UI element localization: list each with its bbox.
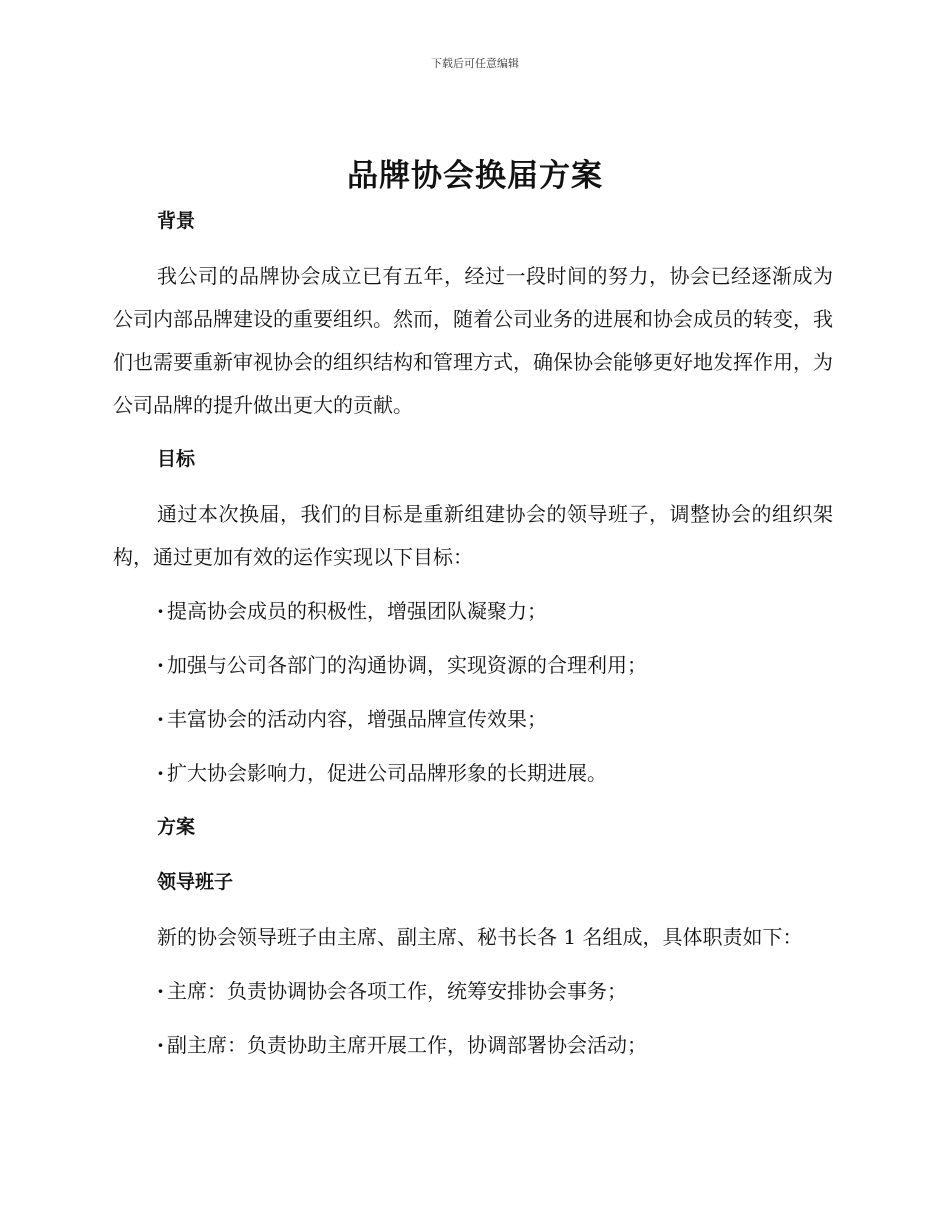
header-note: 下载后可任意编辑 bbox=[431, 57, 519, 70]
list-item-text: 提高协会成员的积极性，增强团队凝聚力； bbox=[167, 599, 547, 623]
list-item-goal-1 bbox=[113, 590, 833, 633]
page-title: 品牌协会换届方案 bbox=[347, 158, 603, 194]
subheading-leadership: 领导班子 bbox=[157, 871, 234, 893]
heading-plan: 方案 bbox=[157, 816, 196, 838]
paragraph-goals: 通过本次换届，我们的目标是重新组建协会的领导班子，调整协会的组织架构，通过更加有效的运作实现以下目标： bbox=[113, 502, 833, 569]
list-item-text: 副主席：负责协助主席开展工作，协调部署协会活动； bbox=[167, 1033, 647, 1057]
list-item-text: 丰富协会的活动内容，增强品牌宣传效果； bbox=[167, 707, 547, 731]
paragraph-leadership: 新的协会领导班子由主席、副主席、秘书长各 1 名组成，具体职责如下： bbox=[157, 925, 803, 949]
list-item-text: 扩大协会影响力，促进公司品牌形象的长期进展。 bbox=[167, 761, 607, 785]
list-item-text: 加强与公司各部门的沟通协调，实现资源的合理利用； bbox=[167, 653, 647, 677]
list-item-text: 主席：负责协调协会各项工作，统筹安排协会事务； bbox=[167, 979, 627, 1003]
list-item-goal-3 bbox=[113, 698, 833, 741]
list-item-role-1 bbox=[113, 970, 833, 1013]
document-body bbox=[113, 200, 833, 1067]
bullet-dot: · bbox=[157, 761, 164, 785]
paragraph-background: 我公司的品牌协会成立已有五年，经过一段时间的努力，协会已经逐渐成为公司内部品牌建设的重要组织。然而，随着公司业务的进展和协会成员的转变，我们也需要重新审视协会的组织结构和管理方式，确保协会能够更好地发挥作用，为公司品牌的提升做出更大的贡献。 bbox=[113, 264, 833, 417]
heading-background: 背景 bbox=[157, 210, 196, 232]
list-item-goal-2 bbox=[113, 644, 833, 687]
list-item-role-2 bbox=[113, 1024, 833, 1067]
list-item-goal-4 bbox=[113, 752, 833, 795]
bullet-dot: · bbox=[157, 979, 164, 1003]
bullet-dot: · bbox=[157, 599, 164, 623]
heading-goals: 目标 bbox=[157, 448, 196, 470]
bullet-dot: · bbox=[157, 707, 164, 731]
bullet-dot: · bbox=[157, 1033, 164, 1057]
bullet-dot: · bbox=[157, 653, 164, 677]
